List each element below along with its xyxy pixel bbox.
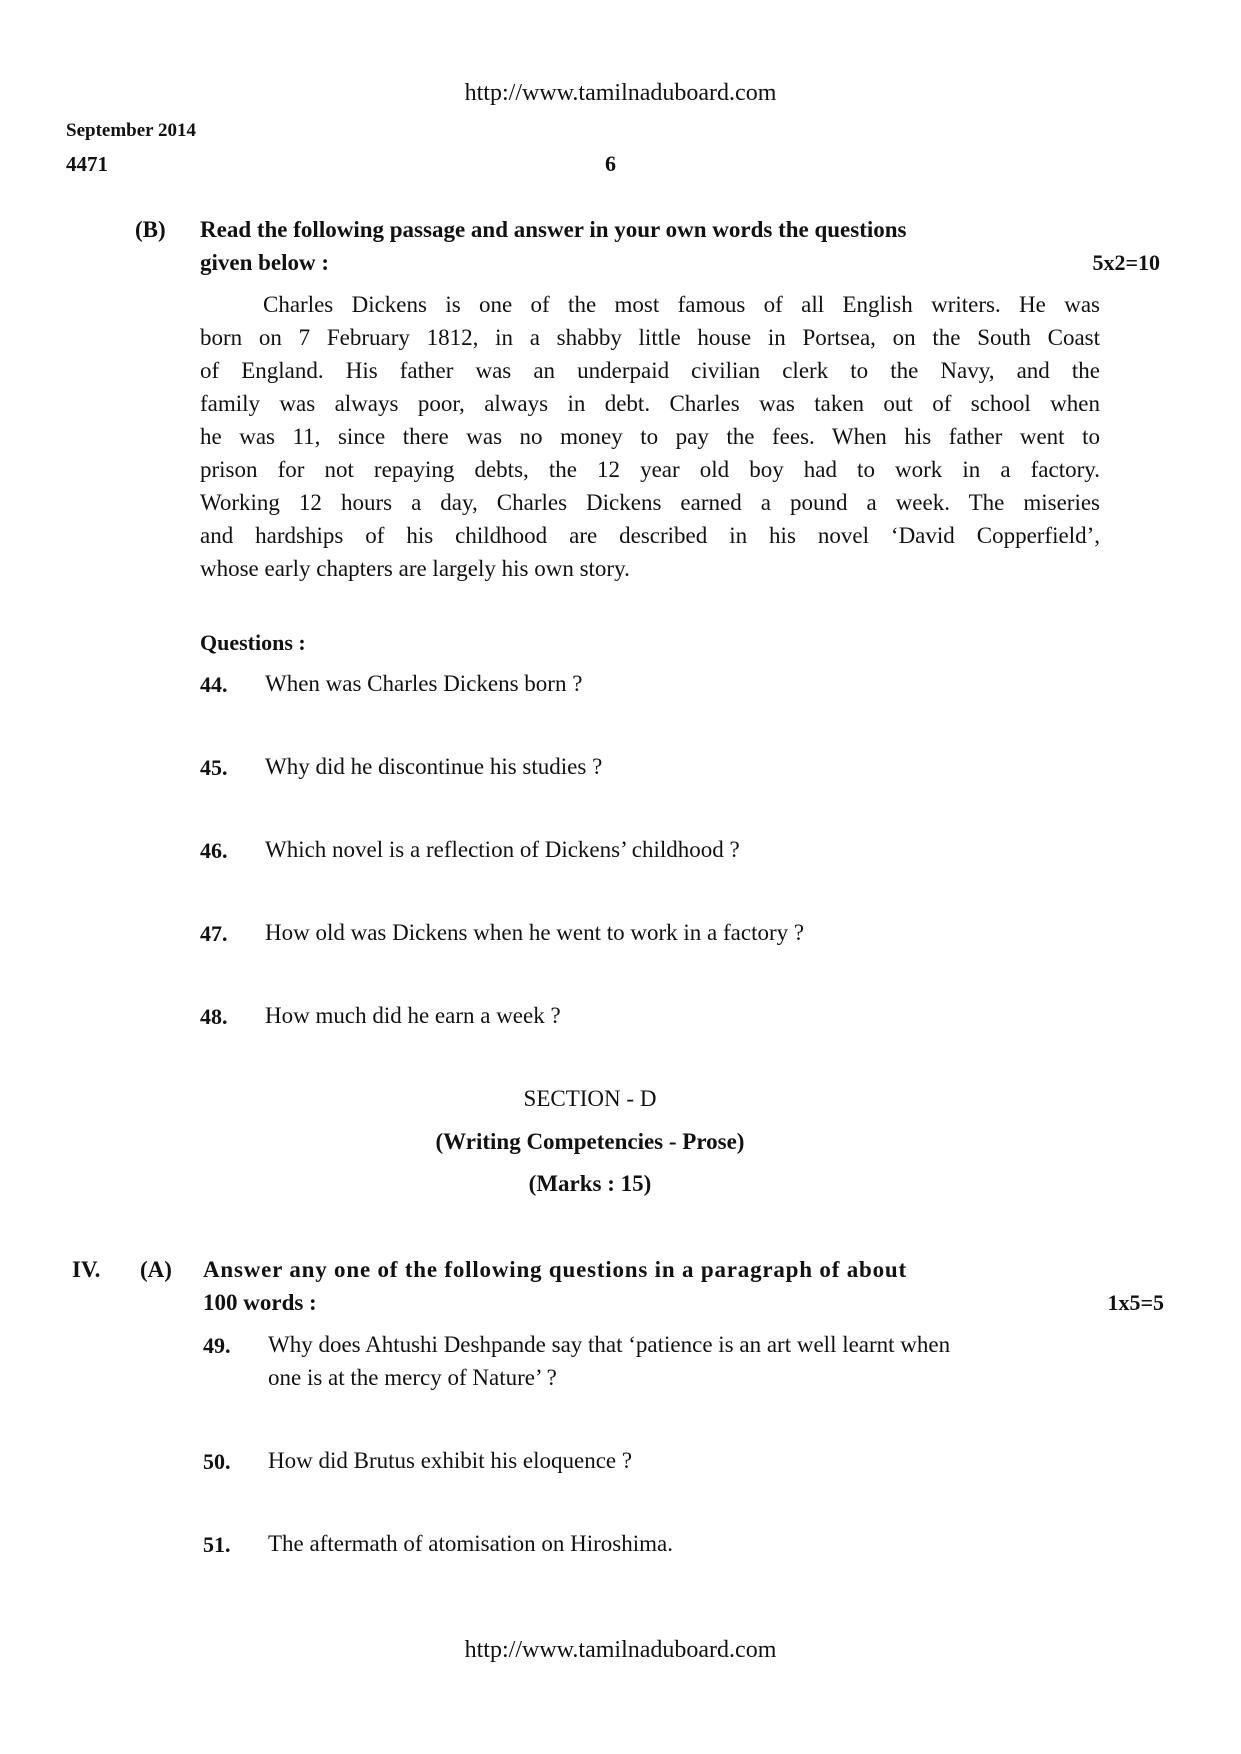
- question-text: The aftermath of atomisation on Hiroshima.: [268, 1531, 673, 1556]
- passage-line: of England. His father was an underpaid civilian clerk to the Navy, and the: [200, 358, 1100, 383]
- passage: [200, 288, 1100, 585]
- passage-line: prison for not repaying debts, the 12 year old boy had to work in a factory.: [200, 457, 1100, 482]
- part-iv-roman: IV.: [72, 1257, 101, 1282]
- part-b-instruction-line1: Read the following passage and answer in your own words the questions: [200, 217, 907, 242]
- section-title: SECTION - D: [523, 1086, 657, 1111]
- header-url: http://www.tamilnaduboard.com: [464, 80, 777, 106]
- question-text: How much did he earn a week ?: [265, 1003, 561, 1028]
- question-text: Which novel is a reflection of Dickens’ childhood ?: [265, 837, 740, 862]
- question-number: 49.: [203, 1333, 231, 1358]
- part-iv-instruction-line2: 100 words :: [203, 1290, 317, 1315]
- passage-line: Charles Dickens is one of the most famous of all English writers. He was: [263, 292, 1100, 317]
- question-text-line2: one is at the mercy of Nature’ ?: [268, 1365, 557, 1390]
- passage-line: he was 11, since there was no money to pay the fees. When his father went to: [200, 424, 1100, 449]
- part-iv-label: (A): [140, 1257, 172, 1282]
- questions-heading: Questions :: [200, 630, 306, 655]
- exam-date: September 2014: [66, 120, 196, 141]
- page-number: 6: [605, 151, 616, 176]
- question-text-line1: Why does Ahtushi Deshpande say that ‘patience is an art well learnt when: [268, 1332, 951, 1357]
- part-b-marks: 5x2=10: [1092, 250, 1160, 275]
- part-b-label: (B): [135, 217, 166, 242]
- question-text: How old was Dickens when he went to work in a factory ?: [265, 920, 805, 945]
- part-iv-instruction-line1: Answer any one of the following questions in a paragraph of about: [203, 1257, 907, 1282]
- section-marks: (Marks : 15): [528, 1171, 652, 1196]
- passage-line: and hardships of his childhood are described in his novel ‘David Copperfield’,: [200, 523, 1100, 548]
- question-number: 48.: [200, 1004, 228, 1029]
- question-number: 51.: [203, 1532, 231, 1557]
- passage-line: Working 12 hours a day, Charles Dickens earned a pound a week. The miseries: [200, 490, 1100, 515]
- question-text: How did Brutus exhibit his eloquence ?: [268, 1448, 633, 1473]
- question-number: 44.: [200, 672, 228, 697]
- question-text: Why did he discontinue his studies ?: [265, 754, 603, 779]
- question-number: 47.: [200, 921, 228, 946]
- footer-url: http://www.tamilnaduboard.com: [464, 1637, 777, 1663]
- passage-line: born on 7 February 1812, in a shabby little house in Portsea, on the South Coast: [200, 325, 1100, 350]
- section-subtitle: (Writing Competencies - Prose): [435, 1129, 745, 1154]
- passage-line: family was always poor, always in debt. Charles was taken out of school when: [200, 391, 1100, 416]
- passage-line: whose early chapters are largely his own story.: [200, 556, 630, 581]
- question-number: 46.: [200, 838, 228, 863]
- question-number: 45.: [200, 755, 228, 780]
- part-b-instruction-line2: given below :: [200, 250, 330, 275]
- question-number: 50.: [203, 1449, 231, 1474]
- exam-code: 4471: [66, 152, 108, 176]
- part-iv-marks: 1x5=5: [1107, 1290, 1164, 1315]
- question-text: When was Charles Dickens born ?: [265, 671, 583, 696]
